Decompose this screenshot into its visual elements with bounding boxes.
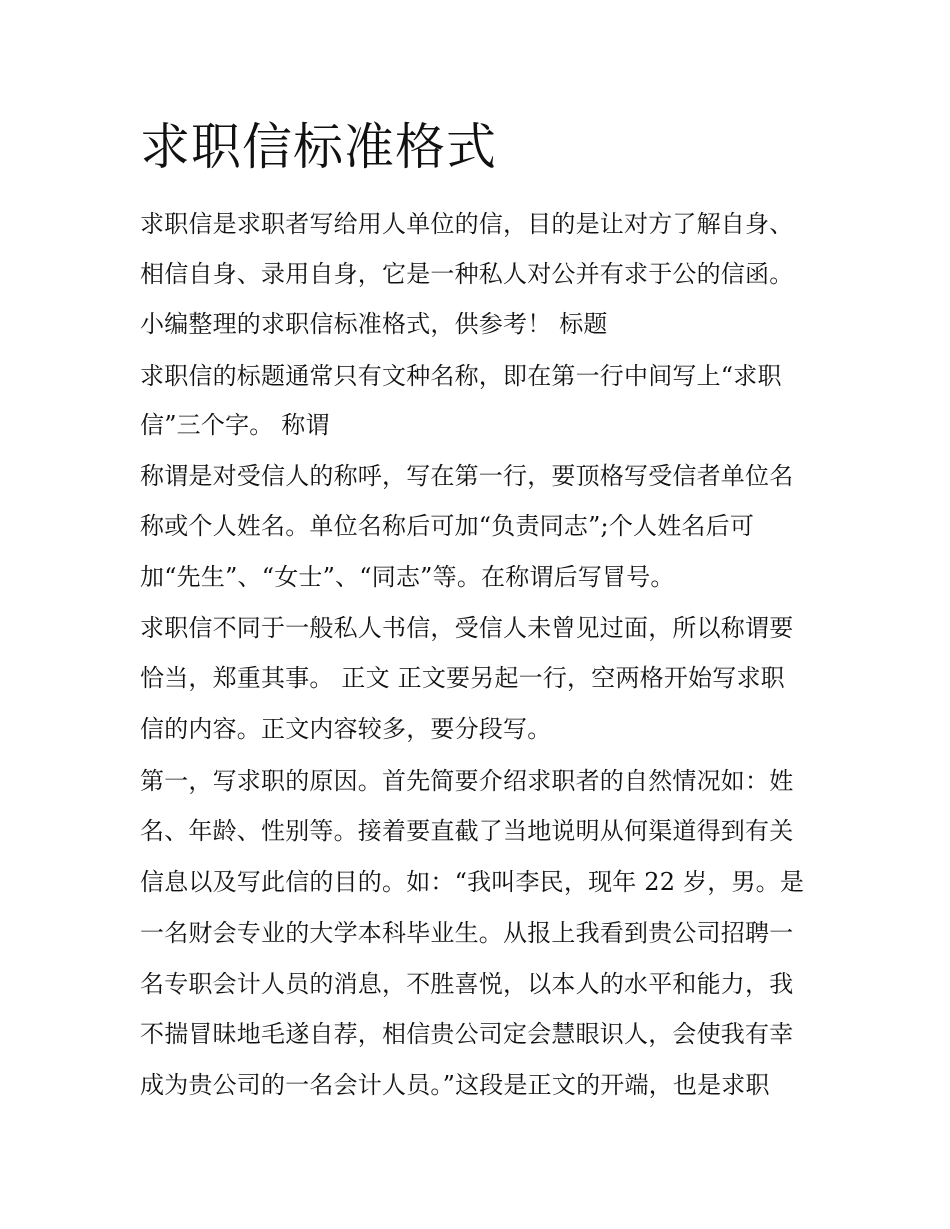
- body-line-8: 加“先生”、“女士”、“同志”等。在称谓后写冒号。: [140, 563, 675, 591]
- body-line-6: 称谓是对受信人的称呼，写在第一行，要顶格写受信者单位名: [140, 462, 794, 490]
- body-line-2: 相信自身、录用自身，它是一种私人对公并有求于公的信函。: [140, 260, 794, 288]
- body-line-1: 求职信是求职者写给用人单位的信，目的是让对方了解自身、: [140, 210, 794, 238]
- body-line-17: 不揣冒昧地毛遂自荐，相信贵公司定会慧眼识人，会使我有幸: [140, 1020, 794, 1048]
- body-line-13: 名、年龄、性别等。接着要直截了当地说明从何渠道得到有关: [140, 817, 794, 845]
- body-line-15: 一名财会专业的大学本科毕业生。从报上我看到贵公司招聘一: [140, 919, 794, 947]
- body-line-12: 第一，写求职的原因。首先简要介绍求职者的自然情况如：姓: [140, 767, 794, 795]
- body-line-18: 成为贵公司的一名会计人员。”这段是正文的开端，也是求职: [140, 1071, 770, 1099]
- body-line-4: 求职信的标题通常只有文种名称，即在第一行中间写上“求职: [140, 362, 782, 390]
- body-line-10: 恰当，郑重其事。 正文 正文要另起一行，空两格开始写求职: [140, 664, 785, 692]
- body-line-16: 名专职会计人员的消息，不胜喜悦，以本人的水平和能力，我: [140, 970, 794, 998]
- body-line-14: 信息以及写此信的目的。如：“我叫李民，现年 22 岁，男。是: [140, 868, 805, 896]
- body-line-3: 小编整理的求职信标准格式，供参考！ 标题: [140, 310, 608, 338]
- body-line-9: 求职信不同于一般私人书信，受信人未曾见过面，所以称谓要: [140, 614, 794, 642]
- document-title: 求职信标准格式: [140, 118, 497, 176]
- body-line-7: 称或个人姓名。单位名称后可加“负责同志”;个人姓名后可: [140, 512, 755, 540]
- body-line-5: 信”三个字。 称谓: [140, 411, 330, 439]
- body-line-11: 信的内容。正文内容较多，要分段写。: [140, 715, 552, 743]
